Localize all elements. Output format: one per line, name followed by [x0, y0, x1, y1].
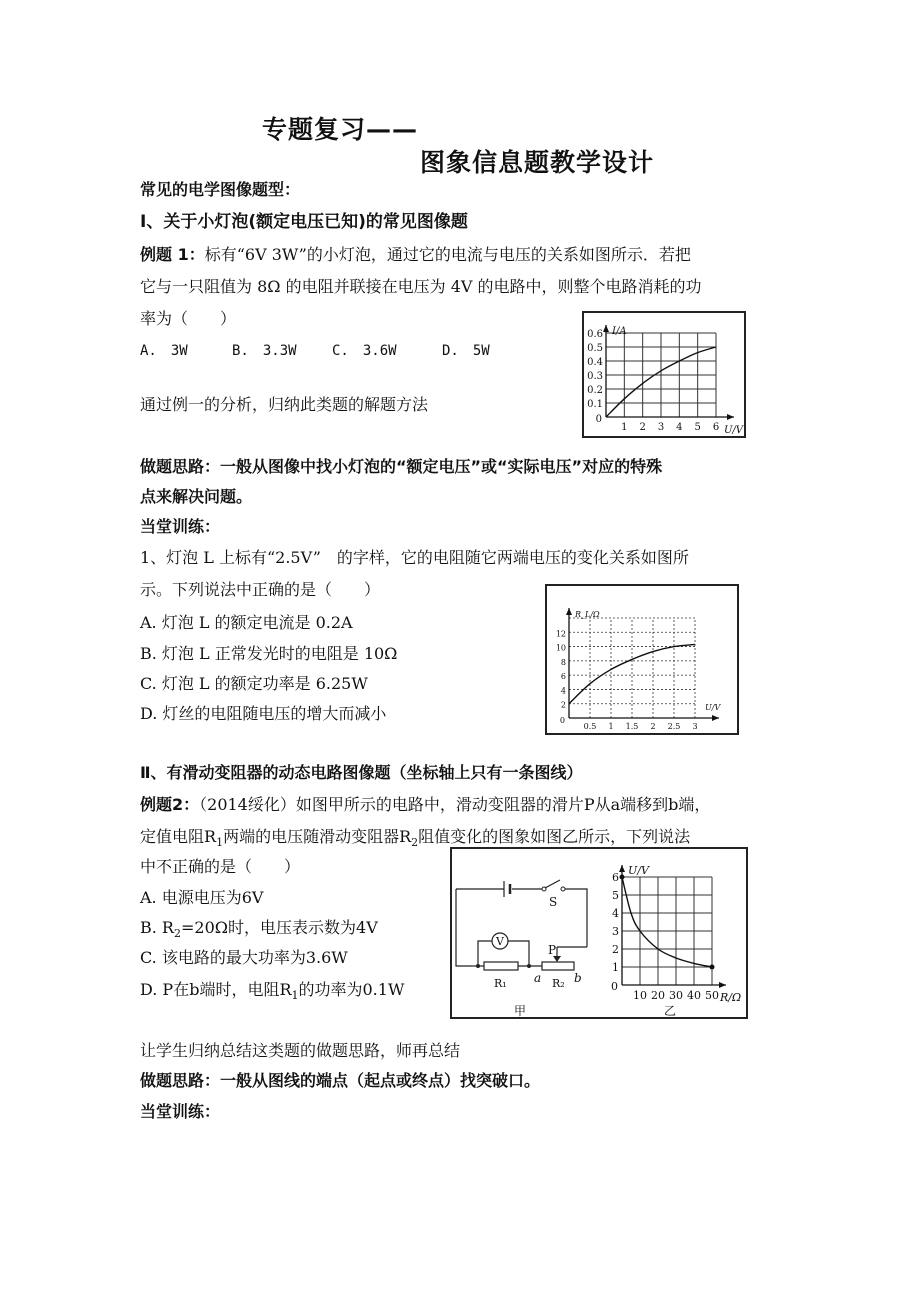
- x-tick-label: 10: [633, 989, 647, 1002]
- y-axis-label: R_L/Ω: [575, 610, 600, 619]
- example2-option-a: [140, 888, 263, 908]
- end-b-label: b: [574, 971, 582, 985]
- option-c: C. 3.6W: [332, 343, 397, 359]
- x-tick-label: 2.5: [667, 722, 681, 731]
- battery-icon: [504, 881, 510, 897]
- junction-dot: [476, 964, 480, 968]
- y-tick-label: 10: [555, 643, 566, 653]
- y-axis-label: U/V: [628, 864, 649, 877]
- y-tick-label: 2: [612, 943, 619, 956]
- y-axis-arrow-icon: [619, 865, 625, 872]
- x-tick-label: 40: [687, 989, 701, 1002]
- y-tick-label: 0.5: [587, 343, 603, 354]
- chart-current-voltage: [582, 311, 746, 438]
- caption-jia: 甲: [514, 1004, 527, 1017]
- wire-top-right: [565, 889, 587, 947]
- opt-d-pre: D. P在b端时，电阻R: [140, 980, 292, 999]
- practice-label-1: 当堂训练：: [140, 517, 221, 536]
- y-tick-label: 8: [560, 657, 566, 667]
- method1-line2: 点来解决问题。: [140, 487, 253, 506]
- circuit-diagram: [452, 849, 746, 1017]
- section2-heading: Ⅱ、有滑动变阻器的动态电路图像题（坐标轴上只有一条图线）: [140, 763, 583, 782]
- page-title-line1: 专题复习——: [262, 115, 419, 144]
- opt-a-text: A. 电源电压为6V: [140, 888, 264, 907]
- example2-option-c: [140, 948, 348, 968]
- opt-d-sub: 1: [291, 989, 299, 1002]
- practice-label-2: 当堂训练：: [140, 1102, 221, 1121]
- example1-text1: 标有“6V 3W”的小灯泡，通过它的电流与电压的关系如图所示．若把: [204, 245, 691, 264]
- y-tick-label: 6: [612, 871, 619, 884]
- method2: 做题思路：一般从图线的端点（起点或终点）找突破口。: [140, 1071, 541, 1090]
- example2-text2c: 阻值变化的图象如图乙所示，下列说法: [418, 827, 691, 846]
- x-tick-label: 50: [705, 989, 719, 1002]
- y-tick-label: 0.1: [587, 399, 603, 410]
- example2-text2b: 两端的电压随滑动变阻器R: [223, 827, 412, 846]
- chart-resistance-voltage: [545, 584, 739, 735]
- intro-heading: 常见的电学图像题型：: [140, 180, 301, 199]
- resistor-r1-icon: [484, 962, 518, 970]
- x-tick-label: 4: [676, 422, 683, 433]
- example2-sub1: 1: [216, 836, 224, 849]
- opt-d-post: 的功率为0.1W: [298, 980, 405, 999]
- x-tick-label: 2: [650, 722, 656, 731]
- x-tick-label: 1.5: [625, 722, 639, 731]
- data-curve: [622, 877, 712, 967]
- example2-text1: （2014绥化）如图甲所示的电路中，滑动变阻器的滑片P从a端移到b端，: [199, 795, 711, 814]
- chart2-svg: [547, 586, 737, 733]
- example1-line2: 它与一只阻值为 8Ω 的电阻并联接在电压为 4V 的电路中，则整个电路消耗的功: [140, 277, 702, 296]
- y-tick-label: 4: [560, 686, 566, 696]
- example1-label: 例题 1：: [140, 245, 205, 264]
- x-tick-label: 5: [694, 422, 701, 433]
- opt-c-text: C. 该电路的最大功率为3.6W: [140, 948, 348, 967]
- y-tick-label: 4: [612, 907, 619, 920]
- slider-label: P: [548, 943, 557, 957]
- example2-sub2: 2: [411, 836, 419, 849]
- summary-prompt-1: 通过例一的分析，归纳此类题的解题方法: [140, 395, 429, 414]
- origin-label: 0: [559, 716, 565, 725]
- practice1-line2: 示。下列说法中正确的是（ ）: [140, 580, 381, 599]
- option-d: D. 5W: [442, 343, 490, 359]
- example2-line1: [140, 795, 710, 815]
- end-a-label: a: [534, 971, 542, 985]
- option-a: A. 3W: [140, 343, 188, 359]
- example2-label: 例题2：: [140, 795, 200, 814]
- practice1-option-a: A. 灯泡 L 的额定电流是 0.2A: [140, 613, 353, 632]
- practice1-option-d: D. 灯丝的电阻随电压的增大而减小: [140, 704, 387, 723]
- r1-label: R₁: [494, 977, 507, 990]
- x-axis-arrow-icon: [719, 982, 726, 988]
- chart1-svg: [584, 313, 744, 436]
- practice1-option-b: B. 灯泡 L 正常发光时的电阻是 10Ω: [140, 644, 398, 663]
- x-axis-arrow-icon: [727, 414, 734, 420]
- y-tick-label: 0.2: [587, 385, 603, 396]
- opt-b-pre: B. R: [140, 918, 174, 937]
- y-tick-label: 2: [560, 700, 566, 710]
- y-axis-arrow-icon: [566, 608, 572, 615]
- opt-b-sub: 2: [173, 927, 181, 940]
- r2-label: R₂: [552, 977, 565, 990]
- y-tick-label: 0.4: [587, 357, 603, 368]
- page-title-line2: 图象信息题教学设计: [420, 148, 655, 177]
- switch-label: S: [549, 895, 558, 909]
- y-tick-label: 6: [560, 672, 566, 682]
- x-axis-arrow-icon: [712, 715, 719, 721]
- example1-line3: 率为（ ）: [140, 309, 237, 328]
- x-tick-label: 6: [712, 422, 720, 433]
- example1-line1: [140, 245, 691, 265]
- start-point: [620, 875, 625, 880]
- y-tick-label: 12: [555, 629, 566, 639]
- x-tick-label: 1: [621, 422, 628, 433]
- junction-dot: [527, 964, 531, 968]
- caption-yi: 乙: [664, 1004, 677, 1017]
- x-tick-label: 3: [692, 722, 698, 731]
- x-tick-label: 2: [639, 422, 646, 433]
- practice1-line1: 1、灯泡 L 上标有“2.5V” 的字样，它的电阻随它两端电压的变化关系如图所: [140, 548, 689, 567]
- voltmeter-label: V: [496, 935, 504, 948]
- example1-options: [140, 341, 490, 361]
- example2-text2a: 定值电阻R: [140, 827, 217, 846]
- y-tick-label: 0.3: [587, 371, 603, 382]
- y-axis-arrow-icon: [603, 325, 609, 332]
- origin-label: 0: [595, 414, 602, 425]
- x-tick-label: 0.5: [583, 722, 597, 731]
- y-axis-label: I/A: [612, 326, 627, 337]
- figure-circuit-and-graph: [450, 847, 748, 1019]
- x-axis-label: U/V: [724, 425, 744, 436]
- x-axis-label: U/V: [705, 703, 721, 712]
- x-tick-label: 3: [657, 422, 665, 433]
- example2-line3: 中不正确的是（ ）: [140, 857, 301, 876]
- x-tick-label: 1: [608, 722, 614, 731]
- section1-heading: Ⅰ、关于小灯泡(额定电压已知)的常见图像题: [140, 212, 468, 232]
- rheostat-r2-icon: [542, 962, 574, 970]
- y-tick-label: 1: [612, 961, 619, 974]
- summary-prompt-2: 让学生归纳总结这类题的做题思路，师再总结: [140, 1041, 461, 1060]
- y-tick-label: 0.6: [587, 329, 603, 340]
- origin-label: 0: [611, 980, 618, 993]
- wire-left: [456, 889, 472, 966]
- y-tick-label: 5: [612, 889, 619, 902]
- end-point: [710, 965, 715, 970]
- example2-option-d: [140, 980, 404, 1006]
- x-axis-label: R/Ω: [720, 991, 742, 1004]
- y-tick-label: 3: [612, 925, 619, 938]
- x-tick-label: 20: [651, 989, 665, 1002]
- option-b: B. 3.3W: [232, 343, 297, 359]
- method1-line1: 做题思路：一般从图像中找小灯泡的“额定电压”或“实际电压”对应的特殊: [140, 457, 663, 476]
- opt-b-post: =20Ω时，电压表示数为4V: [180, 918, 378, 937]
- switch-icon: [542, 880, 565, 891]
- example2-option-b: [140, 918, 378, 944]
- x-tick-label: 30: [669, 989, 683, 1002]
- practice1-option-c: C. 灯泡 L 的额定功率是 6.25W: [140, 674, 368, 693]
